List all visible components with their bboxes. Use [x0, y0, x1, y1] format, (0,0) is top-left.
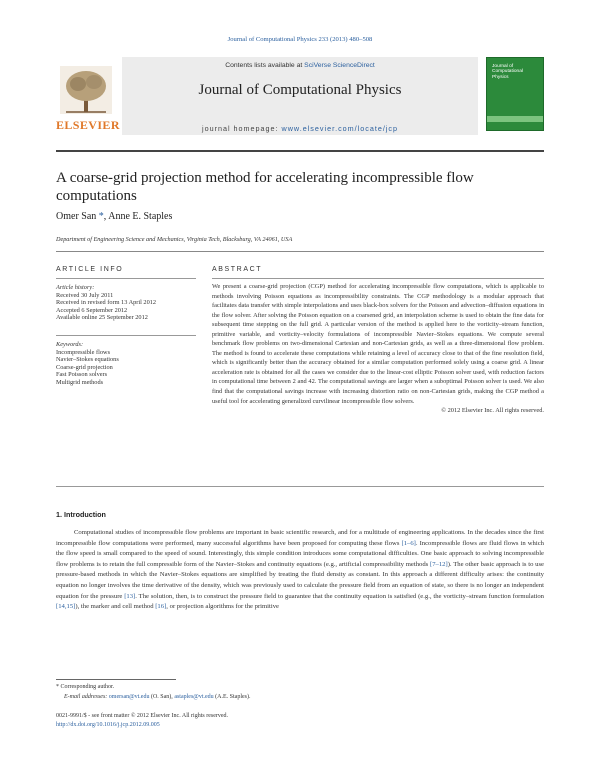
affiliation-rule [56, 251, 544, 252]
journal-cover-image [486, 57, 544, 131]
journal-reference[interactable]: Journal of Computational Physics 233 (2013) 480–508 [227, 36, 373, 43]
history-item: Accepted 6 September 2012 [56, 306, 128, 314]
issn-line: 0021-9991/$ - see front matter © 2012 Elsevier Inc. All rights reserved. [56, 713, 229, 719]
introduction-paragraph [56, 528, 544, 613]
history-item: Received 30 July 2011 [56, 291, 114, 299]
contents-line [122, 62, 478, 69]
doi-line [56, 722, 160, 728]
elsevier-wordmark: ELSEVIER [56, 118, 120, 132]
email-owner: (A.E. Staples). [213, 694, 251, 700]
keywords [56, 341, 196, 387]
email-footnote [64, 694, 251, 700]
homepage-prefix: journal homepage: [201, 124, 282, 133]
abstract-heading: ABSTRACT [212, 266, 263, 273]
keywords-label: Keywords: [56, 341, 84, 348]
keyword-item: Multigrid methods [56, 378, 104, 386]
history-item: Available online 25 September 2012 [56, 314, 148, 322]
email-owner: (O. San), [149, 694, 175, 700]
doi-link[interactable]: http://dx.doi.org/10.1016/j.jcp.2012.09.005 [56, 722, 160, 728]
other-authors: , Anne E. Staples [103, 211, 173, 222]
contents-prefix: Contents lists available at [225, 62, 305, 69]
corresponding-marker[interactable]: * [98, 211, 104, 222]
intro-text: ), the marker and cell method [75, 603, 156, 611]
keyword-item: Navier–Stokes equations [56, 356, 119, 364]
keyword-item: Incompressible flows [56, 348, 111, 356]
abstract-rule [212, 278, 544, 279]
citation-link[interactable]: [1–6] [401, 539, 416, 547]
journal-title: Journal of Computational Physics [198, 82, 402, 98]
email-link[interactable]: astaples@vt.edu [174, 694, 214, 700]
history-rule [56, 335, 196, 336]
header-rule [56, 150, 544, 152]
intro-text: ). The other basic approach is to use pressure-based methods in which the Navier–Stokes equations are simplified by treating the fluid density as constant. In this approach a different difficulty arises: the continuity equation no longer involves the time derivative of the density, which was previously used to calculate the pressure field from an equation of state, so there is no longer an independent equation for the pressure [56, 560, 545, 600]
keyword-item: Fast Poisson solvers [56, 371, 108, 379]
abstract-copyright: © 2012 Elsevier Inc. All rights reserved. [441, 407, 544, 415]
section-heading-introduction: 1. Introduction [56, 510, 106, 519]
keyword-item: Coarse-grid projection [56, 363, 113, 371]
affiliation: Department of Engineering Science and Mechanics, Virginia Tech, Blacksburg, VA 24061, USA [56, 236, 293, 243]
history-label: Article history: [56, 284, 95, 291]
homepage-link[interactable]: www.elsevier.com/locate/jcp [281, 124, 399, 133]
journal-homepage [122, 124, 478, 133]
intro-text: , or projection algorithms for the primitive [166, 603, 279, 611]
citation-link[interactable]: [16] [155, 603, 167, 611]
article-info-rule [56, 278, 196, 279]
corresponding-author-note: * Corresponding author. [56, 684, 115, 690]
author-list [56, 211, 172, 222]
article-info-heading: ARTICLE INFO [56, 266, 124, 273]
citation-link[interactable]: [14,15] [56, 603, 76, 611]
intro-text: . The solution, then, is to construct the pressure field to guarantee that the continuity equation is satisfied (e.g., the vorticity–stream function formulation [135, 592, 544, 600]
article-title: A coarse-grid projection method for accelerating incompressible flow computations [56, 170, 474, 204]
history-item: Received in revised form 13 April 2012 [56, 299, 157, 307]
email-label: E-mail addresses: [64, 694, 108, 700]
citation-link[interactable]: [7–12] [429, 560, 448, 568]
footnote-rule [56, 679, 176, 680]
elsevier-logo-icon [60, 66, 112, 114]
abstract-body [212, 282, 544, 416]
first-author[interactable]: Omer San [56, 211, 97, 222]
intro-text: . Incompressible flows are fluid flows in which the flow speed is small compared to the speed of sound. Interestingly, this simple condition introduces some computational difficulties. One basic approach to solving incompressible flow problems is to retain the full compressible form of the Navier–Stokes and continuity equations (e.g., artificial compressibility methods [56, 539, 544, 568]
cover-title: Journal of Computational Physics [492, 64, 523, 80]
abstract-text: We present a coarse-grid projection (CGP) method for accelerating incompressible flow computations, which is applicable to methods involving Poisson equations as incompressibility constraints. The CGP methodology is a modular approach that facilitates data transfer with simple interpolations and uses black-box solvers for the Poisson and advection–diffusion equations in the flow solver. After solving the Poisson equation on a coarsened grid, an interpolation scheme is used to obtain the fine data for subsequent time stepping on the full grid. A particular version of the method is applied here to the vorticity–stream function, primitive variable, and vorticity–velocity formulations of incompressible Navier–Stokes equations. We compute several benchmark flow problems on two-dimensional Cartesian and non-Cartesian grids, as well as a three-dimensional flow problem. The method is found to accelerate these computations while retaining a level of accuracy close to that of the fine resolution field, which is significantly better than the accuracy obtained for a similar computation performed solely using a coarse grid. A linear acceleration rate is obtained for all the cases we consider due to the linear-cost elliptic Poisson solver used, with reduction factors in computational time between 2 and 42. The computational savings are larger when a suboptimal Poisson solver is used. We also find that the computational savings increase with increasing distortion ratio on non-Cartesian grids, making the CGP method a useful tool for accelerating generalized curvilinear incompressible flow solvers. [212, 283, 544, 405]
citation-link[interactable]: [13] [124, 592, 136, 600]
intro-text: Computational studies of incompressible flow problems are important in basic scientific research, and for a multitude of engineering applications. In the decades since the first incompressible flow computations were performed, many successful algorithms have been proposed for computing these flows [56, 529, 544, 547]
sciencedirect-link[interactable]: SciVerse ScienceDirect [304, 62, 375, 69]
article-history [56, 284, 196, 322]
cover-band [487, 116, 543, 122]
email-link[interactable]: omersan@vt.edu [108, 694, 150, 700]
abstract-bottom-rule [56, 486, 544, 487]
